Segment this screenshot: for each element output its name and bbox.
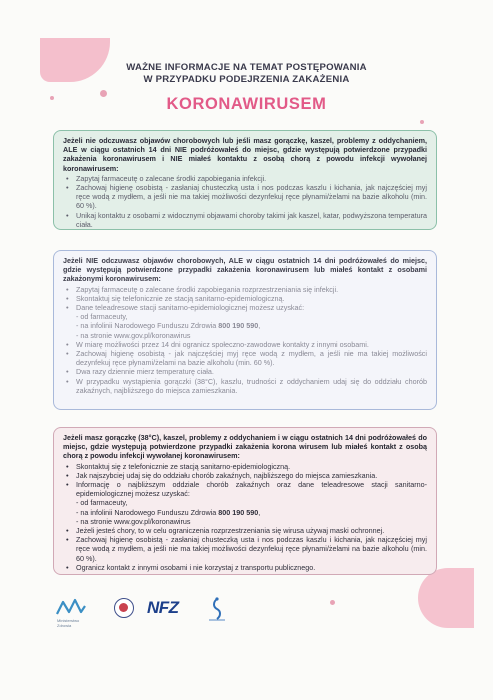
- footer-logos: [55, 596, 255, 626]
- ministry-logo-icon: [55, 596, 87, 628]
- list-item: • Zachowaj higienę osobistą - zasłaniaj chusteczką usta i nos podczas kaszlu i kichania, jak najczęściej myj ręce wodą z mydłem, a jeśli nie ma takiej możliwości dezynfekuj ręce płynami/żelami na bazie alkoholu (min. 60 %).: [76, 535, 427, 563]
- hotline-number: 800 190 590: [218, 507, 259, 517]
- info-box-no-symptoms-travel: [53, 250, 437, 410]
- nfz-logo-icon: NFZ: [147, 598, 179, 617]
- sub-item-website: - na stronie www.gov.pl/koronawirus: [76, 516, 191, 526]
- decor-blob-bottom-right: [418, 568, 474, 628]
- list-item: • Dwa razy dziennie mierz temperaturę ciała.: [76, 367, 427, 376]
- list-item: [76, 303, 427, 340]
- sub-item-nfz-text: - na infolinii Narodowego Funduszu Zdrowia: [76, 321, 217, 331]
- box3-list: [63, 462, 427, 572]
- sanepid-seal-icon: [114, 598, 134, 618]
- list-item: • Jak najszybciej udaj się do oddziału chorób zakaźnych, najbliższego do miejsca zamieszkania.: [76, 471, 427, 480]
- decor-dot: [420, 120, 424, 124]
- info-box-symptoms-and-travel: [53, 427, 437, 575]
- page-title: KORONAWIRUSEM: [166, 95, 327, 113]
- list-item: • Skontaktuj się z telefonicznie ze stacją sanitarno-epidemiologiczną.: [76, 462, 427, 471]
- list-item: • Unikaj kontaktu z osobami z widocznymi objawami choroby takimi jak kaszel, katar, podwyższona temperatura ciała.: [76, 211, 427, 229]
- header-line-2: W PRZYPADKU PODEJRZENIA ZAKAŻENIA: [143, 74, 350, 85]
- list-item: • Ogranicz kontakt z innymi osobami i nie korzystaj z transportu publicznego.: [76, 563, 427, 572]
- list-item-text: Informację o najbliższym oddziale chorób zakaźnych oraz dane teleadresowe stacji sanitarno-epidemiologicznej możesz uzyskać:: [76, 480, 427, 499]
- sub-item-nfz-hotline: - na infolinii Narodowego Funduszu Zdrowia 800 190 590,: [76, 507, 261, 517]
- list-item: • Jeżeli jesteś chory, to w celu ograniczenia rozprzestrzeniania się wirusa używaj maski ochronnej.: [76, 526, 427, 535]
- list-item-text: Dane teleadresowe stacji sanitarno-epidemiologicznej możesz uzyskać:: [76, 303, 305, 313]
- list-item: • Zapytaj farmaceutę o zalecane środki zapobiegania infekcji.: [76, 174, 427, 183]
- list-item: • Zapytaj farmaceutę o zalecane środki zapobiegania rozprzestrzeniania się infekcji.: [76, 285, 427, 294]
- list-item: • Zachowaj higienę osobistą - jak najczęściej myj ręce wodą z mydłem, a jeśli nie ma takiej możliwości dezynfekuj ręce płynami/żelami na bazie alkoholu (min. 60 %).: [76, 349, 427, 367]
- decor-dot: [330, 600, 335, 605]
- rzecznik-logo-icon: [205, 596, 229, 622]
- hotline-number: 800 190 590: [218, 321, 259, 331]
- box2-list: [63, 285, 427, 395]
- box3-heading: Jeżeli masz gorączkę (38°C), kaszel, problemy z oddychaniem i w ciągu ostatnich 14 dni podróżowałeś do miejsc, gdzie występują potwierdzone przypadki zakażenia korona wirusem lub miałeś kontakt z osobą chorą z powodu infekcji wywołanej koronawirusem:: [63, 433, 427, 461]
- list-item: • Zachowaj higienę osobistą - zasłaniaj chusteczką usta i nos podczas kaszlu i kichania, jak najczęściej myj ręce wodą z mydłem, a jeśli nie ma takiej możliwości dezynfekuj ręce płynami/żelami na bazie alkoholu (min. 60 %).: [76, 183, 427, 211]
- ministry-logo-label: Ministerstwo Zdrowia: [57, 618, 80, 628]
- list-item: [76, 480, 427, 526]
- page-header: [0, 62, 493, 114]
- list-item: • W miarę możliwości przez 14 dni ogranicz społeczno-zawodowe kontakty z innymi osobami.: [76, 340, 427, 349]
- box1-list: [63, 174, 427, 229]
- header-line-1: WAŻNE INFORMACJE NA TEMAT POSTĘPOWANIA: [126, 62, 367, 73]
- sub-item-nfz-hotline: - na infolinii Narodowego Funduszu Zdrowia 800 190 590,: [76, 321, 261, 331]
- sub-item-website: - na stronie www.gov.pl/koronawirus: [76, 330, 191, 340]
- info-box-no-symptoms-no-travel: [53, 130, 437, 230]
- sub-item-pharmacist: - od farmaceuty,: [76, 312, 128, 322]
- sub-item-nfz-text: - na infolinii Narodowego Funduszu Zdrowia: [76, 507, 217, 517]
- list-item: • W przypadku wystąpienia gorączki (38°C), kaszlu, trudności z oddychaniem udaj się do oddziału chorób zakaźnych, najbliższego do miejsca zamieszkania.: [76, 377, 427, 395]
- box1-heading: Jeżeli nie odczuwasz objawów chorobowych lub jeśli masz gorączkę, kaszel, problemy z oddychaniem, ALE w ciągu ostatnich 14 dni NIE podróżowałeś do miejsc, gdzie występują potwierdzone przypadki zakażenia koronawirusem i NIE miałeś kontaktu z osobą chorą z powodu infekcji wywołanej koronawirusem:: [63, 136, 427, 173]
- box2-heading: Jeżeli NIE odczuwasz objawów chorobowych, ALE w ciągu ostatnich 14 dni podróżowałeś do miejsc, gdzie występują potwierdzone przypadki zakażenia koronawirusem lub miałeś kontakt z osobami zakażonymi koronawirusem:: [63, 256, 427, 284]
- sub-item-pharmacist: - od farmaceuty,: [76, 498, 128, 508]
- list-item: • Skontaktuj się telefonicznie ze stacją sanitarno-epidemiologiczną.: [76, 294, 427, 303]
